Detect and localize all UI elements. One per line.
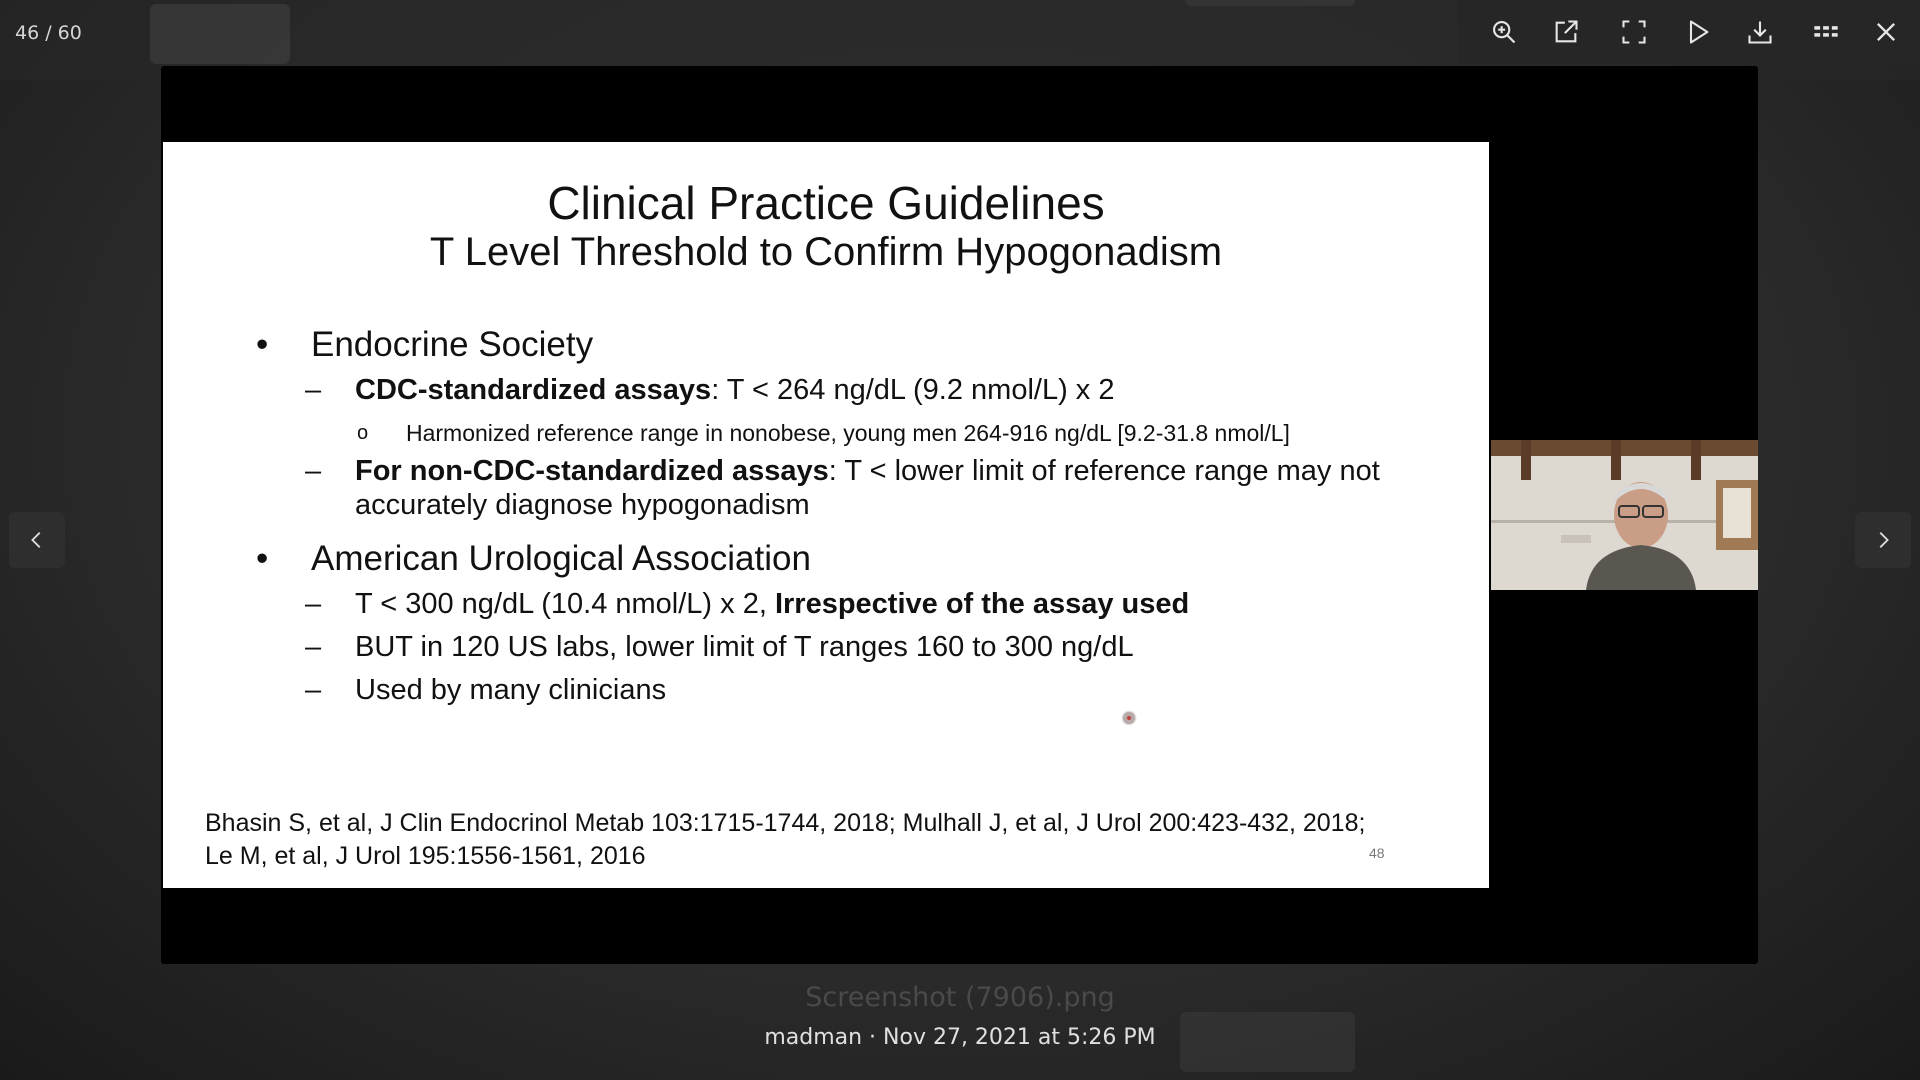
sub-sub-item-text: Harmonized reference range in nonobese, young men 264-916 ng/dL [9.2-31.8 nmol/L]	[406, 420, 1290, 446]
webcam-thumbnail	[1491, 440, 1758, 590]
bold-text: Irrespective of the assay used	[774, 588, 1190, 620]
reference-line: Bhasin S, et al, J Clin Endocrinol Metab 103:1715-1744, 2018; Mulhall J, et al, J Urol 200:423-432, 2018;	[205, 809, 1366, 837]
slide-title: Clinical Practice Guidelines	[547, 177, 1105, 229]
grid-icon[interactable]	[1808, 14, 1844, 50]
dash: –	[305, 631, 322, 663]
presentation-slide	[163, 142, 1489, 888]
image-counter: 46 / 60	[15, 22, 82, 44]
circle-bullet: o	[357, 422, 369, 444]
sub-item-text: Used by many clinicians	[355, 674, 667, 706]
chevron-right-icon	[1872, 529, 1894, 551]
zoom-in-icon[interactable]	[1486, 14, 1522, 50]
fullscreen-icon[interactable]	[1616, 14, 1652, 50]
section-heading: Endocrine Society	[311, 325, 594, 364]
dash: –	[305, 374, 322, 406]
viewer-toolbar	[1458, 0, 1920, 64]
bold-text: For non-CDC-standardized assays	[355, 455, 829, 487]
plain-text: accurately diagnose hypogonadism	[355, 489, 810, 521]
next-button[interactable]	[1855, 512, 1911, 568]
chevron-left-icon	[26, 529, 48, 551]
sub-item-text	[355, 374, 1114, 407]
file-meta: madman · Nov 27, 2021 at 5:26 PM	[764, 1025, 1156, 1050]
reference-line: Le M, et al, J Urol 195:1556-1561, 2016	[205, 842, 646, 870]
dash: –	[305, 674, 322, 706]
bullet-dot: •	[256, 539, 269, 578]
sub-item-text: BUT in 120 US labs, lower limit of T ranges 160 to 300 ng/dL	[355, 631, 1134, 663]
blurred-tab	[150, 4, 290, 64]
sub-item-text	[355, 455, 1380, 488]
plain-text: T < 300 ng/dL (10.4 nmol/L) x 2,	[355, 588, 775, 620]
sub-item-text	[355, 588, 1189, 621]
bullet-dot: •	[256, 325, 269, 364]
bold-text: CDC-standardized assays	[355, 374, 712, 406]
close-icon[interactable]	[1868, 14, 1904, 50]
plain-text: : T < lower limit of reference range may not	[828, 455, 1380, 487]
slide-references	[205, 807, 1365, 873]
presenter-video-image	[1491, 440, 1758, 590]
download-icon[interactable]	[1742, 14, 1778, 50]
slide-page-number: 48	[1369, 845, 1385, 861]
open-external-icon[interactable]	[1548, 14, 1584, 50]
laser-pointer-dot	[1123, 712, 1135, 724]
dash: –	[305, 588, 322, 620]
plain-text: : T < 264 ng/dL (9.2 nmol/L) x 2	[711, 374, 1115, 406]
blurred-tab	[1185, 0, 1355, 6]
file-name: Screenshot (7906).png	[805, 982, 1115, 1013]
section-heading: American Urological Association	[311, 539, 811, 578]
slide-subtitle: T Level Threshold to Confirm Hypogonadism	[429, 230, 1223, 274]
dash: –	[305, 455, 322, 487]
previous-button[interactable]	[9, 512, 65, 568]
play-icon[interactable]	[1680, 14, 1716, 50]
